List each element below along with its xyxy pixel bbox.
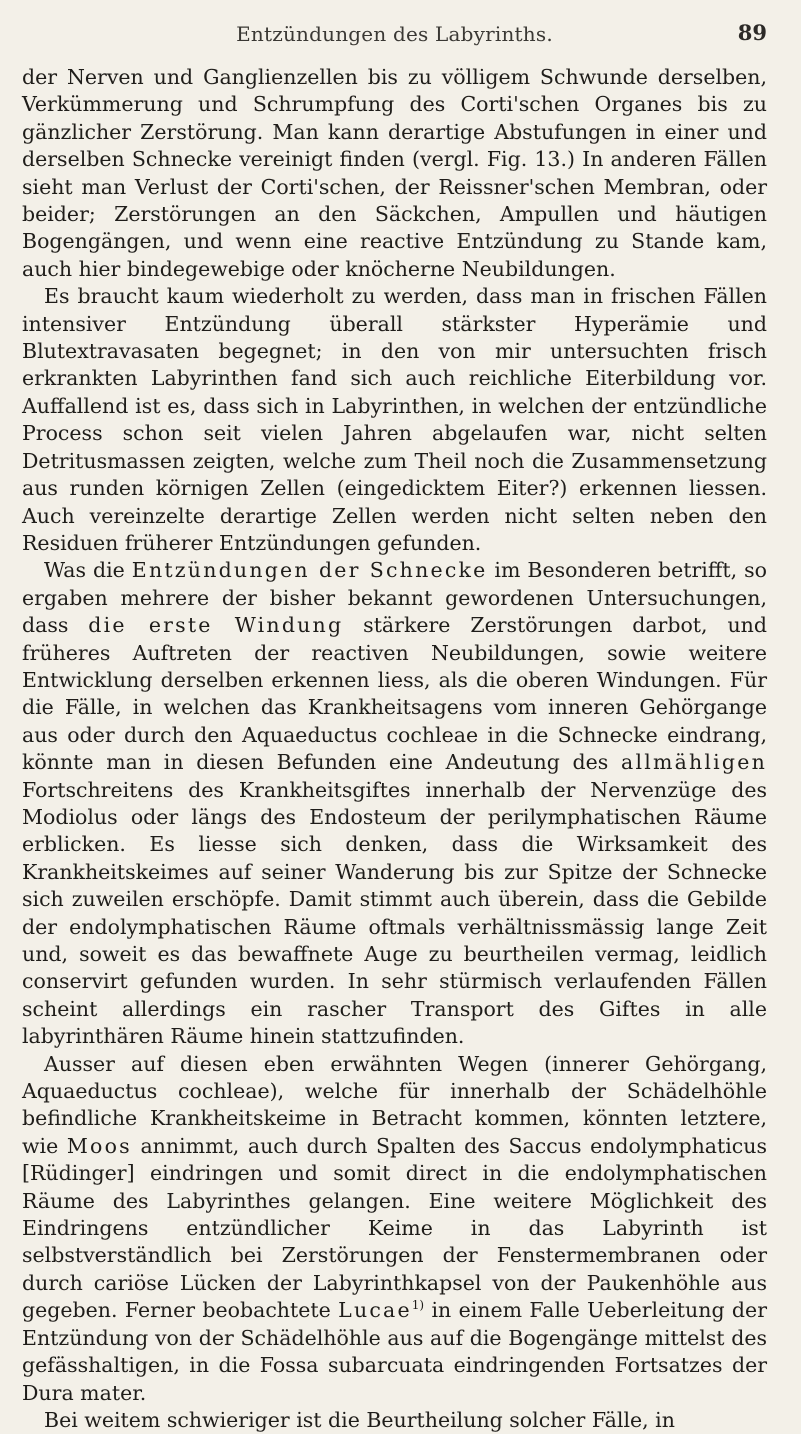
- paragraph-3-text: Was die: [44, 558, 132, 583]
- footnote-marker: 1): [411, 1298, 425, 1313]
- paragraph-4: [22, 1051, 767, 1407]
- running-header: [22, 18, 767, 46]
- paragraph-4-text: Ausser auf diesen eben erwähnten Wegen (innerer Gehörgang, Aquaeductus cochleae), welche für innerhalb der Schädelhöhle befindliche Krankheitskeime in Betracht kommen, könnten letztere, wie: [22, 1051, 767, 1158]
- spaced-emphasis: Entzündungen der Schnecke: [131, 558, 488, 583]
- paragraph-2: Es braucht kaum wiederholt zu werden, dass man in frischen Fällen intensiver Entzündung überall stärkster Hyperämie und Blutextravasaten begegnet; in den von mir untersuchten frisch erkrankten Labyrinthen fand sich auch reichliche Eiterbildung vor. Auffallend ist es, dass sich in Labyrinthen, in welchen der entzündliche Process schon seit vielen Jahren abgelaufen war, nicht selten Detritusmassen zeigten, welche zum Theil noch die Zusammensetzung aus runden körnigen Zellen (eingedicktem Eiter?) erkennen liessen. Auch vereinzelte derartige Zellen werden nicht selten neben den Residuen früherer Entzündungen gefunden.: [22, 284, 767, 555]
- spaced-emphasis: allmähligen: [621, 750, 767, 775]
- paragraph-4-text: annimmt, auch durch Spalten des Saccus endolymphaticus [: [22, 1133, 767, 1186]
- body-text: [22, 64, 767, 1434]
- paragraph-4-text: in einem Falle Ueberleitung der Entzündung von der Schädelhöhle aus auf die Bogengänge mittelst des gefässhaltigen, in die Fossa subarcuata eindringenden Fortsatzes der Dura mater.: [22, 1298, 767, 1405]
- paragraph-3: [22, 557, 767, 1050]
- running-title: Entzündungen des Labyrinths.: [236, 22, 553, 46]
- paragraph-1: der Nerven und Ganglienzellen bis zu völligem Schwunde derselben, Verkümmerung und Schrumpfung des Corti'schen Organes bis zu gänzlicher Zerstörung. Man kann derartige Abstufungen in einer und derselben Schnecke vereinigt finden (vergl. Fig. 13.) In anderen Fällen sieht man Verlust der Corti'schen, der Reissner'schen Membran, oder beider; Zerstörungen an den Säckchen, Ampullen und häutigen Bogengängen, und wenn eine reactive Entzündung zu Stande kam, auch hier bindegewebige oder knöcherne Neubildungen.: [22, 65, 767, 281]
- paragraph-3-text: Fortschreitens des Krankheitsgiftes innerhalb der Nervenzüge des Modiolus oder längs des Endosteum der perilymphatischen Räume erblicken. Es liesse sich denken, dass die Wirksamkeit des Krankheitskeimes auf seiner Wanderung bis zur Spitze der Schnecke sich zuweilen erschöpfe. Damit stimmt auch überein, dass die Gebilde der endolymphatischen Räume oftmals verhältnissmässig lange Zeit und, soweit es das bewaffnete Auge zu beurtheilen vermag, leidlich conservirt gefunden wurden. In sehr stürmisch verlaufenden Fällen scheint allerdings ein rascher Transport des Giftes in alle labyrinthären Räume hinein stattzufinden.: [22, 777, 767, 1049]
- spaced-emphasis: die erste Windung: [88, 613, 344, 638]
- author-name-lucae: Lucae: [338, 1298, 412, 1323]
- author-name-moos: Moos: [66, 1133, 132, 1158]
- paragraph-5: Bei weitem schwieriger ist die Beurtheilung solcher Fälle, in: [44, 1407, 675, 1432]
- paragraph-3-text: stärkere Zerstörungen darbot, und früheres Auftreten der reactiven Neubildungen, sowie weitere Entwicklung derselben erkennen liess, als die oberen Windungen. Für die Fälle, in welchen das Krankheitsagens vom inneren Gehörgange aus oder durch den Aquaeductus cochleae in die Schnecke eindrang, könnte man in diesen Befunden eine Andeutung des: [22, 613, 767, 775]
- paragraph-4-text: ] eindringen und somit direct in die endolymphatischen Räume des Labyrinthes gelangen. Eine weitere Möglichkeit des Eindringens entzündlicher Keime in das Labyrinth ist selbstverständlich bei Zerstörungen der Fenstermembranen oder durch cariöse Lücken der Labyrinthkapsel von der Paukenhöhle aus gegeben. Ferner beobachtete: [22, 1161, 767, 1323]
- page-number: 89: [737, 20, 767, 45]
- author-name-ruedinger: Rüdinger: [30, 1161, 127, 1186]
- paragraph-3-text: im Besonderen betrifft, so ergaben mehrere der bisher bekannt gewordenen Untersuchungen, dass: [22, 558, 767, 638]
